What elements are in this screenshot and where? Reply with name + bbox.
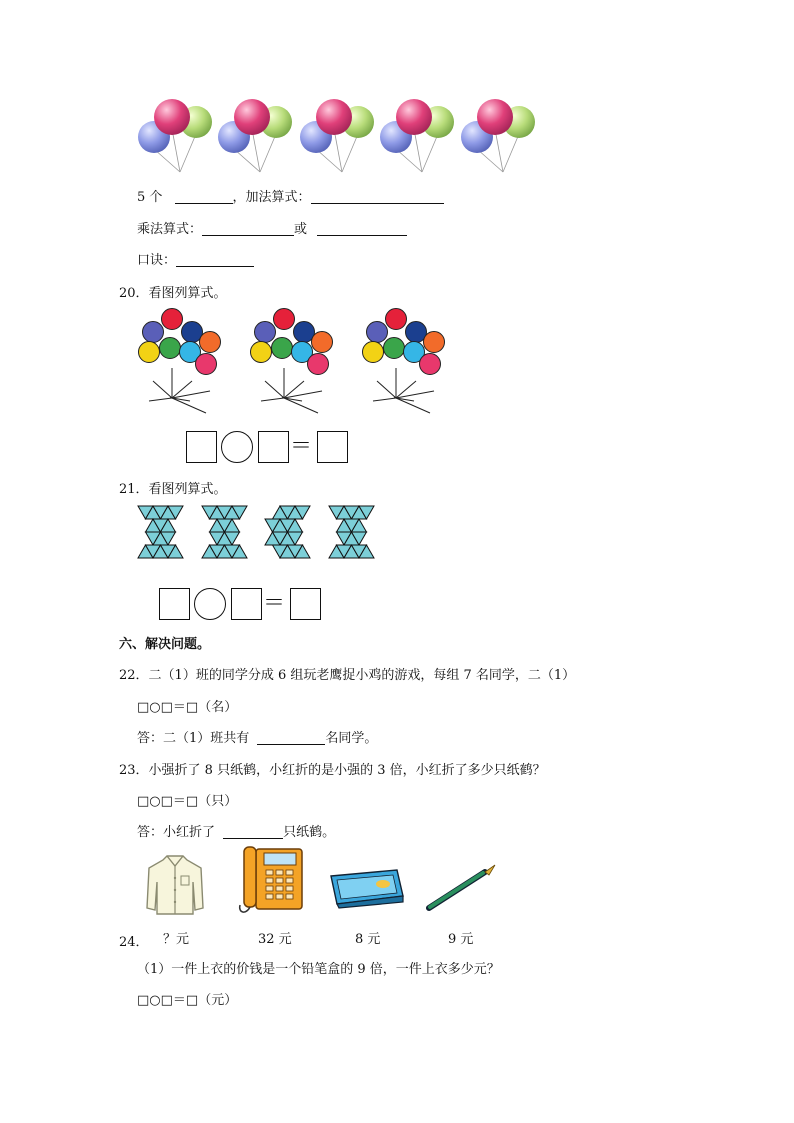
q19-rhyme-label: 口诀： [137, 253, 177, 268]
q20-equals-sign: ＝ [290, 434, 313, 459]
q24-price-pen: 9 元 [448, 932, 474, 947]
q24-sub1-question: （1）一件上衣的价钱是一个铅笔盒的 9 倍，一件上衣多少元？ [137, 962, 500, 977]
triangle-figure [138, 506, 183, 558]
q21-equals-sign: ＝ [263, 591, 286, 616]
q19-mul-label: 乘法算式： [137, 222, 203, 237]
q22-answer-suffix: 名同学。 [325, 731, 378, 746]
section-6-title: 六、解决问题。 [119, 637, 211, 652]
pencil-case-icon [327, 866, 407, 910]
triangle-figure [265, 506, 310, 558]
q22-formula: □○□＝□（名） [137, 700, 238, 715]
q19-add-label: ，加法算式： [232, 190, 311, 205]
q22-answer-prefix: 答：二（1）班共有 [137, 731, 250, 746]
q24-price-shirt: ？元 [163, 932, 190, 947]
q21-answer-box-2[interactable] [231, 588, 262, 620]
shirt-icon [145, 852, 205, 918]
q23-answer-line [137, 821, 335, 840]
q22-answer-blank[interactable] [257, 730, 325, 745]
q23-answer-prefix: 答：小红折了 [137, 825, 216, 840]
q23-answer-blank[interactable] [223, 824, 283, 839]
q23-formula: □○□＝□（只） [137, 794, 238, 809]
q24-formula: □○□＝□（元） [137, 993, 238, 1008]
q24-number: 24． [119, 935, 149, 950]
q20-title: 20．看图列算式。 [119, 286, 227, 301]
q23-answer-suffix: 只纸鹤。 [283, 825, 336, 840]
q21-title: 21．看图列算式。 [119, 482, 227, 497]
pen-icon [425, 862, 501, 914]
telephone-icon [236, 845, 306, 915]
q24-price-pencil-case: 8 元 [355, 932, 381, 947]
q21-operator-circle[interactable] [194, 588, 226, 620]
q24-price-telephone: 32 元 [258, 932, 292, 947]
q22-question: 22．二（1）班的同学分成 6 组玩老鹰捉小鸡的游戏，每组 7 名同学，二（1） [119, 668, 576, 683]
q19-count-prefix: 5 个 [137, 190, 163, 205]
triangle-figure [329, 506, 374, 558]
triangle-figure [202, 506, 247, 558]
q19-or-label: 或 [294, 222, 308, 237]
q21-answer-box-3[interactable] [290, 588, 321, 620]
q23-question: 23．小强折了 8 只纸鹤，小红折的是小强的 3 倍，小红折了多少只纸鹤？ [119, 763, 546, 778]
q22-answer-line [137, 727, 377, 746]
q21-answer-box-1[interactable] [159, 588, 190, 620]
